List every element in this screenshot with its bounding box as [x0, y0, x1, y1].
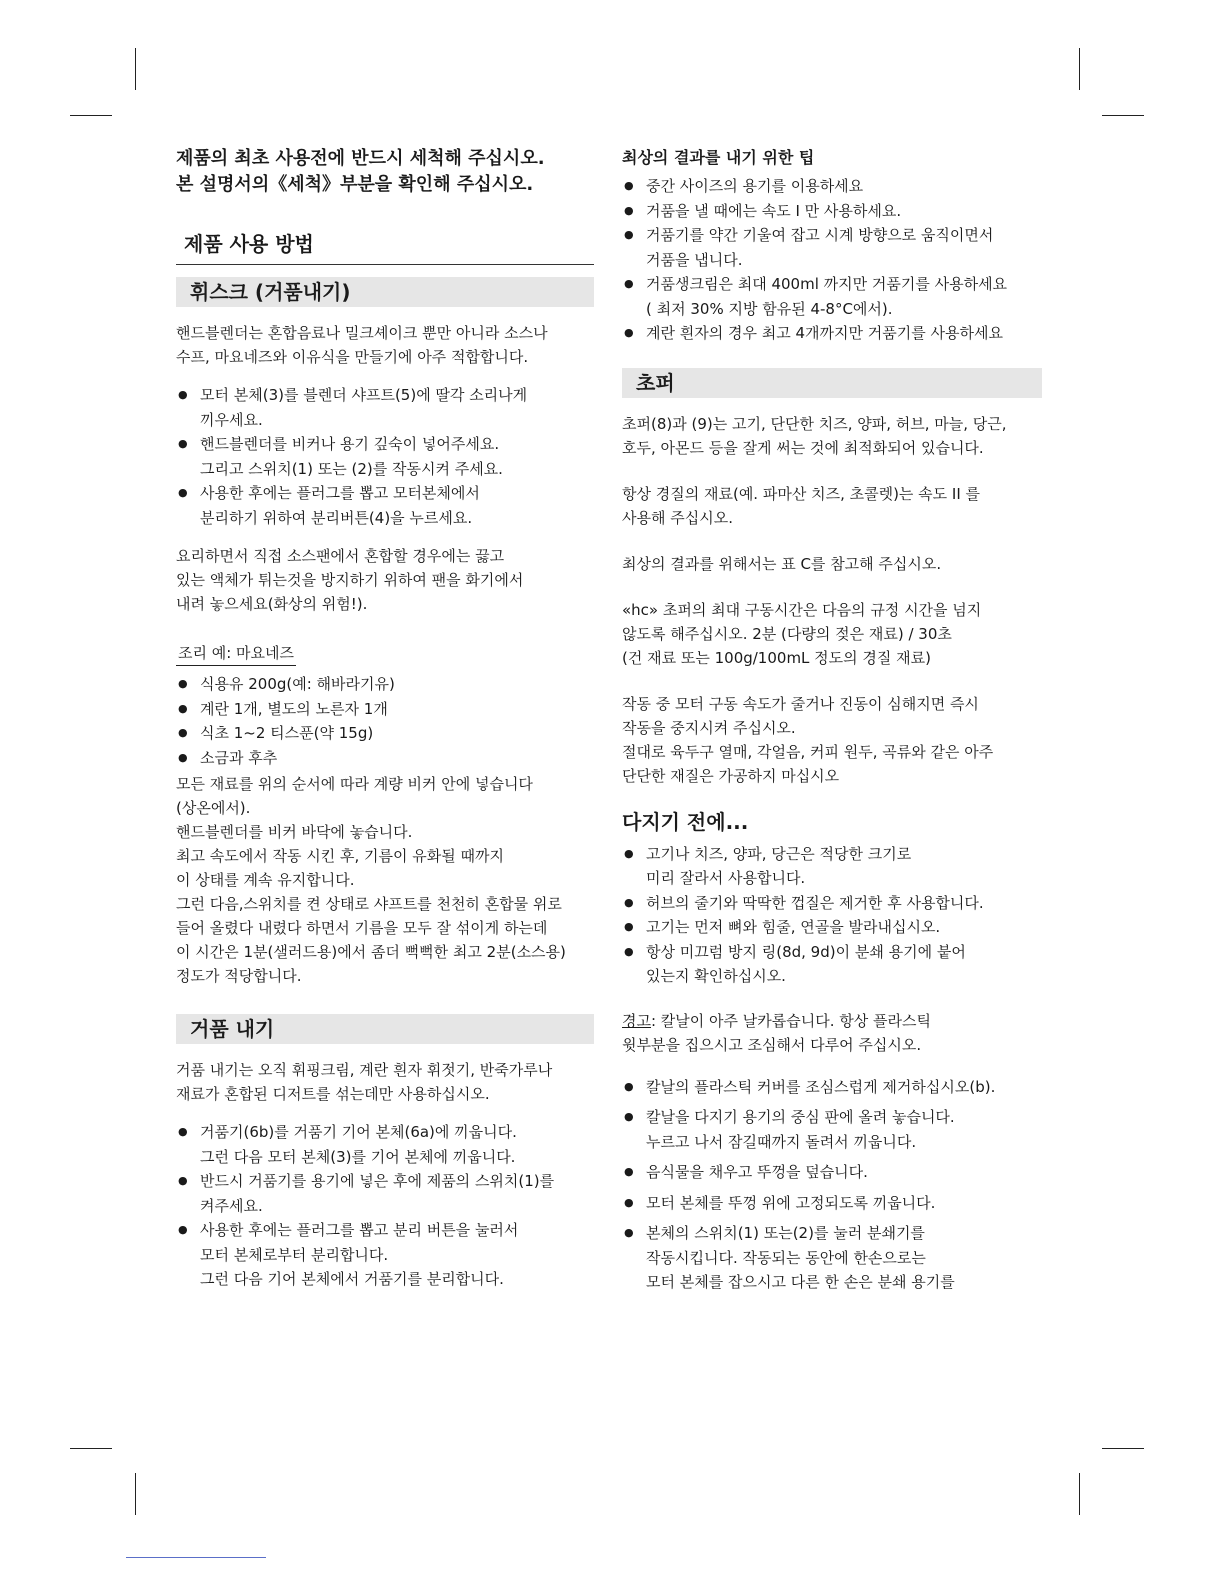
list-item: ● 음식물을 채우고 뚜껑을 덮습니다.	[622, 1160, 1042, 1185]
line: 거품기(6b)를 거품기 기어 본체(6a)에 끼웁니다.	[200, 1123, 517, 1141]
section-title: 제품 사용 방법	[176, 228, 594, 265]
crop-mark	[1102, 1448, 1144, 1449]
crop-mark	[135, 48, 136, 90]
before-chopping-title: 다지기 전에...	[622, 809, 749, 834]
text-line: 최상의 결과를 위해서는 표 C를 참고해 주십시오.	[622, 554, 942, 573]
chopper-paragraph	[622, 692, 1042, 788]
line: 거품기를 약간 기울여 잡고 시계 방향으로 움직이면서	[646, 226, 994, 244]
left-column	[176, 146, 594, 1292]
list-item	[176, 1169, 594, 1218]
line: 모터 본체로부터 분리합니다.	[200, 1245, 389, 1264]
cleaning-notice	[176, 146, 594, 198]
list-item: ● 식용유 200g(예: 해바라기유)	[176, 672, 594, 697]
line: 그리고 스위치(1) 또는 (2)를 작동시켜 주세요.	[200, 459, 503, 478]
text-line: 있는 액체가 튀는것을 방지하기 위하여 팬을 화기에서	[176, 571, 524, 589]
text-line: 최고 속도에서 작동 시킨 후, 기름이 유화될 때까지	[176, 847, 504, 865]
list-item	[622, 940, 1042, 989]
text-line: 단단한 재질은 가공하지 마십시오	[622, 766, 840, 785]
text-line: 항상 경질의 재료(예. 파마산 치즈, 초콜렛)는 속도 II 를	[622, 484, 981, 503]
text-line: 재료가 혼합된 디저트를 섞는데만 사용하십시오.	[176, 1085, 490, 1103]
crop-mark	[70, 1448, 112, 1449]
saucepan-warning	[176, 544, 594, 616]
list-item: ● 거품을 낼 때에는 속도 I 만 사용하세요.	[622, 199, 1042, 224]
text-line: 핸드블렌더는 혼합음료나 밀크셰이크 뿐만 아니라 소스나	[176, 324, 548, 342]
line: 본체의 스위치(1) 또는(2)를 눌러 분쇄기를	[646, 1224, 925, 1242]
list-item	[622, 842, 1042, 891]
froth-heading-bar: 거품 내기	[176, 1014, 594, 1044]
line: 거품생크림은 최대 400ml 까지만 거품기를 사용하세요	[646, 275, 1008, 293]
chopper-paragraph	[622, 552, 1042, 576]
line: 모터 본체를 잡으시고 다른 한 손은 분쇄 용기를	[646, 1273, 955, 1291]
text-line: 절대로 육두구 열매, 각얼음, 커피 원두, 곡류와 같은 아주	[622, 742, 994, 761]
line: 끼우세요.	[200, 410, 263, 429]
chopper-paragraph	[622, 482, 1042, 530]
line: 칼날을 다지기 용기의 중심 판에 올려 놓습니다.	[646, 1108, 955, 1126]
text-line: 요리하면서 직접 소스팬에서 혼합할 경우에는 끓고	[176, 547, 505, 565]
text-line: 호두, 아몬드 등을 잘게 써는 것에 최적화되어 있습니다.	[622, 438, 984, 457]
list-item: ● 소금과 후추	[176, 746, 594, 771]
recipe-title-wrap	[176, 642, 594, 666]
list-item	[622, 1221, 1042, 1295]
line: 사용한 후에는 플러그를 뽑고 모터본체에서	[200, 484, 480, 502]
text-line: 들어 올렸다 내렸다 하면서 기름을 모두 잘 섞이게 하는데	[176, 919, 548, 937]
blade-warning	[622, 1009, 1042, 1057]
recipe-method	[176, 772, 594, 988]
list-item: ● 식초 1~2 티스푼(약 15g)	[176, 721, 594, 746]
list-item: ● 계란 1개, 별도의 노른자 1개	[176, 697, 594, 722]
froth-steps-list	[176, 1120, 594, 1292]
list-item: ● 칼날의 플라스틱 커버를 조심스럽게 제거하십시오(b).	[622, 1075, 1042, 1100]
text-line: 내려 놓으세요(화상의 위험!).	[176, 595, 368, 613]
whisk-intro	[176, 321, 594, 369]
line: 그런 다음 기어 본체에서 거품기를 분리합니다.	[200, 1270, 504, 1288]
list-item	[176, 432, 594, 481]
text-line: 그런 다음,스위치를 켠 상태로 샤프트를 천천히 혼합물 위로	[176, 895, 562, 913]
ingredient-list	[176, 672, 594, 770]
text-line: 윗부분을 집으시고 조심해서 다루어 주십시오.	[622, 1035, 922, 1054]
text-line	[622, 1009, 1042, 1033]
line: 반드시 거품기를 용기에 넣은 후에 제품의 스위치(1)를	[200, 1172, 555, 1190]
before-chopping-list	[622, 842, 1042, 989]
list-item: ● 중간 사이즈의 용기를 이용하세요	[622, 174, 1042, 199]
line: 켜주세요.	[200, 1196, 263, 1215]
list-item	[622, 223, 1042, 272]
text-line: (상온에서).	[176, 799, 251, 817]
line: 사용한 후에는 플러그를 뽑고 분리 버튼을 눌러서	[200, 1221, 519, 1239]
crop-mark	[70, 115, 112, 116]
chopper-paragraph	[622, 598, 1042, 670]
text-line: 작동을 중지시켜 주십시오.	[622, 718, 796, 737]
warning-text: : 칼날이 아주 날카롭습니다. 항상 플라스틱	[650, 1011, 931, 1030]
crop-mark	[1079, 48, 1080, 90]
line: 항상 미끄럼 방지 링(8d, 9d)이 분쇄 용기에 붙어	[646, 942, 966, 961]
list-item: ● 모터 본체를 뚜껑 위에 고정되도록 끼웁니다.	[622, 1191, 1042, 1216]
notice-line: 본 설명서의《세척》부분을 확인해 주십시오.	[176, 174, 534, 195]
line: 미리 잘라서 사용합니다.	[646, 869, 806, 887]
notice-line: 제품의 최초 사용전에 반드시 세척해 주십시오.	[176, 148, 545, 169]
froth-intro	[176, 1058, 594, 1106]
line: ( 최저 30% 지방 함유된 4-8°C에서).	[646, 299, 893, 318]
list-item	[176, 1218, 594, 1292]
list-item	[622, 272, 1042, 321]
list-item	[622, 1105, 1042, 1154]
line: 분리하기 위하여 분리버튼(4)을 누르세요.	[200, 508, 473, 527]
text-line: 모든 재료를 위의 순서에 따라 계량 비커 안에 넣습니다	[176, 775, 533, 793]
line: 작동시킵니다. 작동되는 동안에 한손으로는	[646, 1248, 926, 1267]
text-line: 핸드블렌더를 비커 바닥에 놓습니다.	[176, 823, 413, 841]
recipe-title: 조리 예: 마요네즈	[176, 642, 296, 666]
text-line: 수프, 마요네즈와 이유식을 만들기에 아주 적합합니다.	[176, 348, 529, 366]
line: 모터 본체(3)를 블렌더 샤프트(5)에 딸각 소리나게	[200, 386, 528, 404]
text-line: «hc» 초퍼의 최대 구동시간은 다음의 규정 시간을 넘지	[622, 600, 982, 619]
text-line: 이 시간은 1분(샐러드용)에서 좀더 뻑뻑한 최고 2분(소스용)	[176, 943, 566, 961]
text-line: 작동 중 모터 구동 속도가 줄거나 진동이 심해지면 즉시	[622, 694, 979, 713]
tips-title: 최상의 결과를 내기 위한 팁	[622, 148, 815, 167]
text-line: 정도가 적당합니다.	[176, 967, 302, 985]
footer-rule	[126, 1557, 266, 1558]
text-line: 사용해 주십시오.	[622, 508, 733, 527]
right-column	[622, 146, 1042, 1295]
list-item	[176, 383, 594, 432]
whisk-steps-list	[176, 383, 594, 530]
list-item: ● 허브의 줄기와 딱딱한 껍질은 제거한 후 사용합니다.	[622, 891, 1042, 916]
line: 고기나 치즈, 양파, 당근은 적당한 크기로	[646, 844, 912, 863]
chopper-paragraph	[622, 412, 1042, 460]
text-line: 않도록 해주십시오. 2분 (다량의 젖은 재료) / 30초	[622, 624, 952, 643]
chopper-heading-bar: 초퍼	[622, 368, 1042, 398]
whisk-heading-bar: 휘스크 (거품내기)	[176, 277, 594, 307]
chopping-steps-list	[622, 1075, 1042, 1295]
line: 있는지 확인하십시오.	[646, 967, 786, 985]
list-item	[176, 1120, 594, 1169]
line: 핸드블렌더를 비커나 용기 깊숙이 넣어주세요.	[200, 435, 500, 453]
tips-list	[622, 174, 1042, 346]
crop-mark	[1079, 1473, 1080, 1515]
text-line: 초퍼(8)과 (9)는 고기, 단단한 치즈, 양파, 허브, 마늘, 당근,	[622, 414, 1007, 433]
list-item	[176, 481, 594, 530]
warning-label: 경고	[622, 1011, 651, 1030]
crop-mark	[135, 1473, 136, 1515]
line: 그런 다음 모터 본체(3)를 기어 본체에 끼웁니다.	[200, 1147, 516, 1166]
text-line: 이 상태를 계속 유지합니다.	[176, 871, 355, 889]
text-line: (건 재료 또는 100g/100mL 정도의 경질 재료)	[622, 648, 931, 667]
list-item: ● 계란 흰자의 경우 최고 4개까지만 거품기를 사용하세요	[622, 321, 1042, 346]
crop-mark	[1102, 115, 1144, 116]
list-item: ● 고기는 먼저 뼈와 힘줄, 연골을 발라내십시오.	[622, 915, 1042, 940]
text-line: 거품 내기는 오직 휘핑크림, 계란 흰자 휘젓기, 반죽가루나	[176, 1061, 553, 1079]
line: 누르고 나서 잠길때까지 돌려서 끼웁니다.	[646, 1132, 917, 1151]
line: 거품을 냅니다.	[646, 250, 743, 269]
